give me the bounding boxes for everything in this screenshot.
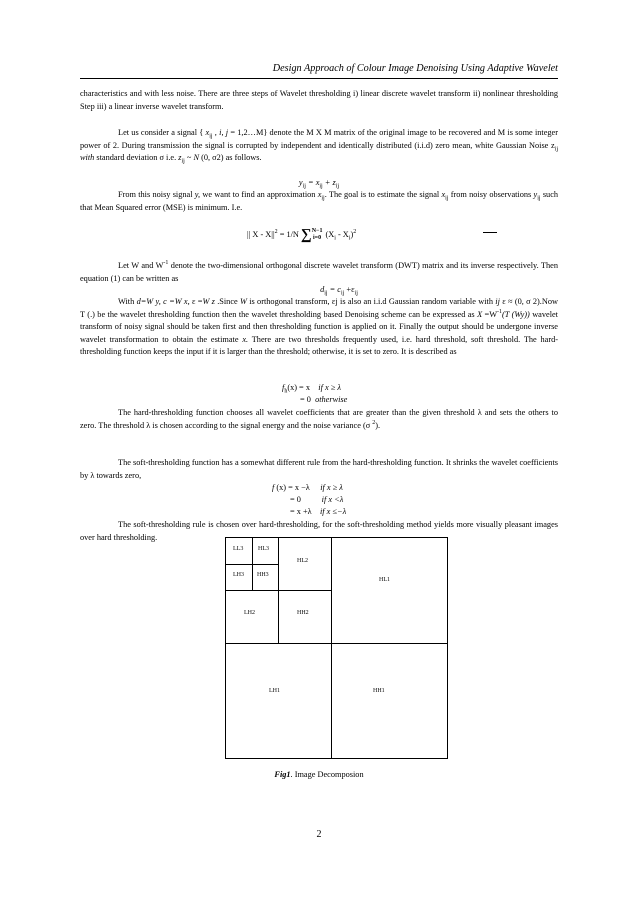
paragraph-1: characteristics and with less noise. There are three steps of Wavelet thresholding i) linear discrete wavelet transform ii) nonlinear thresholding Step iii) a linear inverse wavelet transform. (80, 89, 558, 111)
equation-soft-threshold-3: = x +λ if x ≤−λ (290, 507, 347, 516)
decomposition-diagram (225, 537, 448, 759)
label-hl2: HL2 (297, 558, 308, 564)
label-lh1: LH1 (269, 688, 280, 694)
figure-caption: Fig1. Image Decomposion (274, 770, 364, 779)
divider-horizontal-level3 (226, 564, 278, 565)
equation-hard-threshold: $f_h(x) = x$ if x ≥ λ (282, 383, 341, 395)
divider-horizontal-level1 (226, 643, 447, 644)
equation-soft-threshold-1: f (x) = x −λ if x ≥ λ (272, 483, 343, 492)
equation-noise-model: $y_{ij} = x_{ij} + z_{ij}$ (298, 178, 340, 190)
running-header: Design Approach of Colour Image Denoising Using Adaptive Wavelet (272, 63, 558, 74)
equation-number-rule (483, 232, 497, 233)
label-hl1: HL1 (379, 577, 390, 583)
paragraph-5: With d=W y, c =W x, ε =W z .Since W is orthogonal transform, εj is also an i.i.d Gaussian random variable with ij ε ≈ (0, σ 2).Now T (.) be the wavelet thresholding function then the wavelet thresholding based Denoising scheme can be expressed as $X =W^{-1}(T$ (Wy)) wavelet transform of noisy signal should be taken first and then thresholding function is applied on it. Finally the output should be undergone inverse wavelet transformation to obtain the estimate x. There are two thresholds frequently used, i.e. hard threshold, soft threshold. The hard-thresholding function keeps the input if it is larger than the threshold; otherwise, it is set to zero. It is described as (80, 297, 559, 356)
label-lh3: LH3 (233, 572, 244, 578)
equation-soft-threshold-2: = 0 if x <λ (290, 495, 344, 504)
paragraph-6: The hard-thresholding function chooses all wavelet coefficients that are greater than the given threshold λ and sets the others to zero. The threshold λ is chosen according to the signal energy and the noise variance (σ $^2$). (80, 408, 558, 430)
header-rule (80, 78, 558, 79)
paragraph-4: Let W and $W^{-1}$ denote the two-dimensional orthogonal discrete wavelet transform (DWT) matrix and its inverse respectively. Then equation (1) can be written as (80, 260, 558, 283)
page-number: 2 (316, 829, 322, 840)
divider-vertical-level1 (331, 538, 332, 758)
paragraph-7: The soft-thresholding function has a somewhat different rule from the hard-thresholding function. It shrinks the wavelet coefficients by λ towards zero, (80, 458, 558, 480)
label-hh2: HH2 (297, 610, 309, 616)
label-hh1: HH1 (373, 688, 385, 694)
equation-wavelet-domain: $d_{ij} = c_{ij} +\varepsilon_{ij}$ (320, 285, 358, 297)
label-hl3: HL3 (258, 546, 269, 552)
divider-horizontal-level2 (226, 590, 331, 591)
label-lh2: LH2 (244, 610, 255, 616)
equation-hard-threshold-otherwise: = 0 otherwise (300, 395, 348, 404)
label-ll3: LL3 (233, 546, 244, 552)
paragraph-8: The soft-thresholding rule is chosen over hard-thresholding, for the soft-thresholding method yields more visually pleasant images over hard thresholding. (80, 520, 558, 542)
paragraph-3: From this noisy signal y, we want to find an approximation $x_{ij}$. The goal is to estimate the signal $x_{ij}$ from noisy observations $y_{ij}$ such that Mean Squared error (MSE) is minimum. I.e. (80, 190, 559, 212)
paragraph-2: Let us consider a signal { $x_{ij}$ , i, j = 1,2…M} denote the M X M matrix of the original image to be recovered and M is some integer power of 2. During transmission the signal is corrupted by independent and identically distributed (i.i.d) zero mean, white Gaussian Noise $z_{ij}$ with standard deviation σ i.e. $z_{ij}$ ~ N (0, σ2) as follows. (80, 128, 558, 165)
equation-mse: || $X - X||^2 = 1/N$ ∑N−1 i=0 $(X_i - X_i)^2$ (247, 226, 357, 243)
label-hh3: HH3 (257, 572, 269, 578)
